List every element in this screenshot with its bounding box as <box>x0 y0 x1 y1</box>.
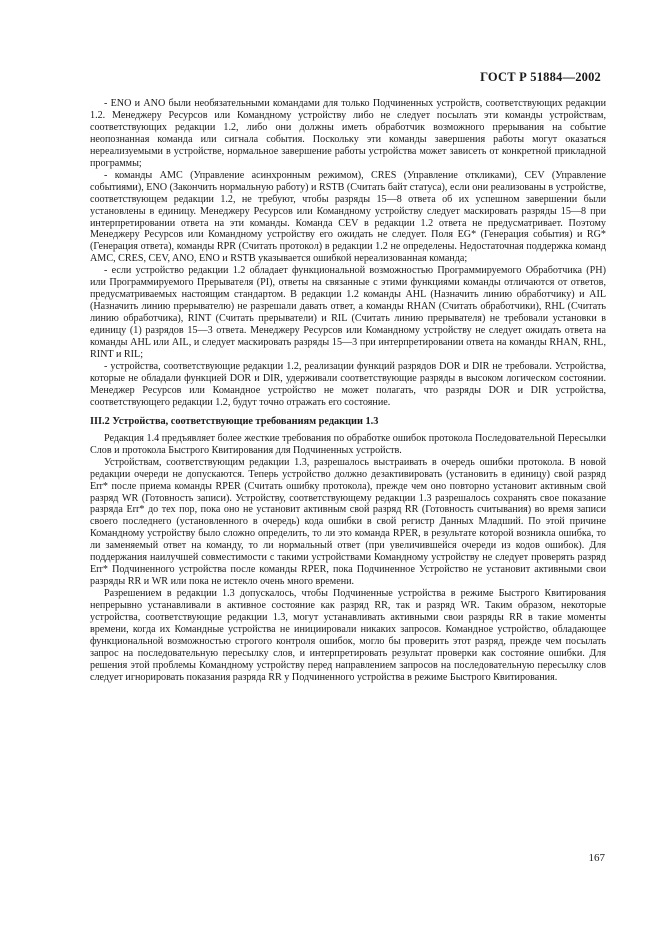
section-title: III.2 Устройства, соответствующие требованиям редакции 1.3 <box>90 415 379 427</box>
paragraph-ph-pi: - если устройство редакции 1.2 обладает функциональной возможностью Программируемого Обработчика (PH) или Программируемого Прерывателя (PI), ответы на связанные с этими функциями команды отличаются от ответов, предусматриваемых настоящим стандартом. В редакции 1.2 команды AHL (Назначить линию обработчику) и AIL (Назначить линию прерывателю) не разрешали давать ответ, а команды RHAN (Считать обработчики), RHL (Считать линию обработчика), RINT (Считать прерыватели) и RIL (Считать линию прерывателя) не требовали установки в единицу (1) разрядов 15—3 ответа. Менеджеру Ресурсов или Командному устройству не следует ожидать ответа на команды AHL или AIL, и следует маскировать разряды 15—3 при интерпретировании ответа на команды RHAN, RHL, RINT и RIL; <box>90 265 606 361</box>
paragraph-amc-cres: - команды АМС (Управление асинхронным режимом), CRES (Управление откликами), CEV (Управление событиями), ENO (Закончить нормальную работу) и RSTB (Считать байт статуса), если они реализованы в устройстве, соответствующем редакции 1.2, не требуют, чтобы разряды 15—8 ответа об их успешном завершении были установлены в единицу. Менеджеру Ресурсов или Командному устройству следует маскировать разряды 15—8 при интерпретировании ответа на эти команды. Команда CEV в редакции 1.2 ответа не предусматривает. Поэтому Менеджеру Ресурсов или Командному устройству его ожидать не следует. Поля EG* (Генерация события) и RG* (Генерация ответа), команды RPR (Считать протокол) в редакции 1.2 не определены. Недостаточная поддержка команд АМС, CRES, CEV, ANO, ENO и RSTB указывается ошибкой нереализованная команда; <box>90 169 606 265</box>
paragraph-fast-handshake: Разрешением в редакции 1.3 допускалось, чтобы Подчиненные устройства в режиме Быстрого Квитирования непрерывно устанавливали в активное состояние как разряд RR, так и разряд WR. Таким образом, некоторые устройства, соответствующие редакции 1.3, могут устанавливать активными свои разряды RR в такие моменты времени, когда их Командные устройства не инициировали никаких запросов. Командное устройство, обладающее функциональной возможностью строгого контроля ошибок, могло бы проверить этот разряд, прежде чем посылать запрос на последовательную пересылку слов, и интерпретировать результат проверки как состояние ошибки. Для решения этой проблемы Командному устройству перед направлением запросов на последовательную пересылку слов следует игнорировать показания разряда RR у Подчиненного устройства в режиме Быстрого Квитирования. <box>90 588 606 683</box>
paragraph-dor-dir: - устройства, соответствующие редакции 1.2, реализации функций разрядов DOR и DIR не требовали. Устройства, которые не обладали функцией DOR и DIR, удерживали соответствующие разряды в высоком логическом состоянии. Менеджер Ресурсов или Командное устройство не может полагать, что разряды DOR и DIR устройства, соответствующего редакции 1.2, будут точно отражать его состояние. <box>90 360 606 408</box>
paragraph-revision-1-4: Редакция 1.4 предъявляет более жесткие требования по обработке ошибок протокола Последовательной Пересылки Слов и протокола Быстрого Квитирования для Подчиненных устройств. <box>90 432 606 456</box>
paragraph-eno-ano: - ENO и ANO были необязательными командами для только Подчиненных устройств, соответствующих редакции 1.2. Менеджеру Ресурсов или Командному устройству либо не следует посылать эти команды устройствам, соответствующих редакции 1.2, либо они должны иметь обработчик возможного прерывания на событие неопознанная команда или сигнала события. Поскольку эти команды завершения работы могут оказаться нереализуемыми в устройстве, нормальное завершение работы устройства может зависеть от конкретной прикладной программы; <box>90 98 606 169</box>
document-body <box>90 98 606 684</box>
page-number: 167 <box>588 852 605 864</box>
standard-header: ГОСТ Р 51884—2002 <box>480 70 601 84</box>
paragraph-error-queue: Устройствам, соответствующим редакции 1.3, разрешалось выстраивать в очередь ошибки протокола. В новой редакции очереди не допускаются. Теперь устройство должно дезактивировать (установить в единицу) свой разряд Err* после приема команды RPER (Считать ошибку протокола), прежде чем оно повторно установит активным свой разряд WR (Готовность записи). Устройству, соответствующему редакции 1.3 разрешалось сохранять свое показание разряда Err* до тех пор, пока оно не установит активным свой разряд RR (Готовность считывания) во время записи своего последнего (установленного в очередь) кода ошибки в свой регистр Данных Младший. По этой причине Командному устройству было сложно определить, то ли это команда RPER, в результате которой возникла ошибка, то ли заменяемый ответ на команду, то ли нормальный ответ (при увеличившейся очереди из кодов ошибок). Для поддержания наилучшей совместимости с такими устройствами Командному устройству не следует проверять разряд Err* Подчиненного устройства после команды RPER, пока Подчиненное Устройство не установит активными свои разряды RR и WR или пока не истекло очень много времени. <box>90 456 606 588</box>
